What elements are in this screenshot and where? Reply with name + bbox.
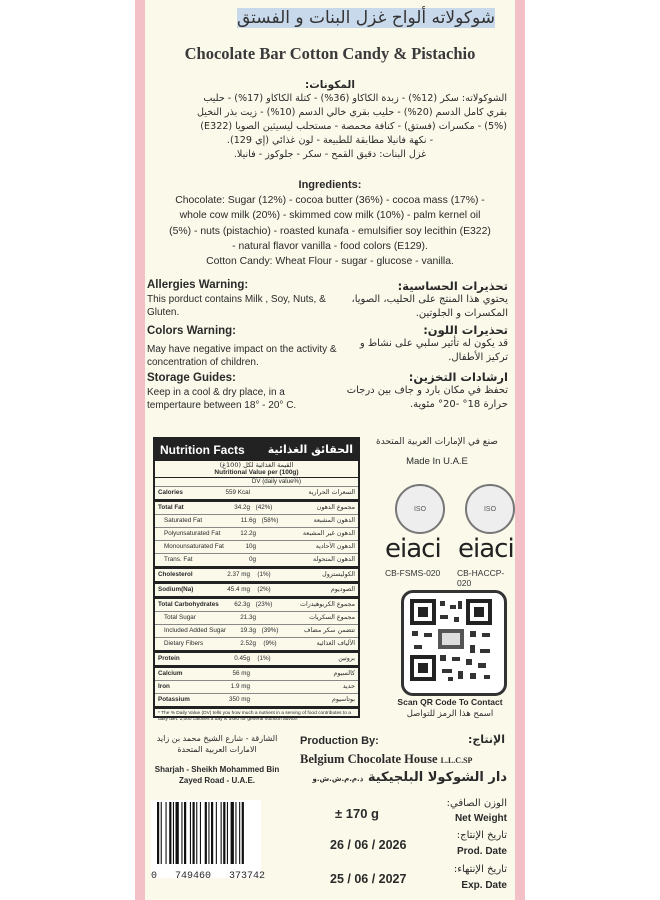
nutrient-dv bbox=[256, 556, 284, 564]
ingredients-en-line: - natural flavor vanilla - food colors (E129). bbox=[232, 240, 428, 252]
nutrient-dv: (39%) bbox=[261, 627, 279, 634]
barcode-bar bbox=[223, 802, 225, 864]
barcode-bar bbox=[166, 802, 167, 864]
production-label: Production By: bbox=[300, 735, 379, 747]
certificate-seal-icon: ISO bbox=[395, 484, 445, 534]
ingredients-arabic bbox=[153, 78, 507, 162]
nutrient-value: 2.52g bbox=[240, 640, 256, 647]
barcode-bar bbox=[211, 802, 213, 864]
ingredients-ar-line: (5%) - مكسرات (فستق) - كنافة محمصة - مستحلب ليسيثين الصويا (E322) bbox=[200, 121, 507, 132]
allergy-heading: Allergies Warning: bbox=[147, 279, 249, 291]
dv-label: DV (daily value%) bbox=[155, 478, 358, 487]
storage-en bbox=[147, 372, 337, 413]
nutrient-name: Saturated Fat bbox=[164, 517, 203, 524]
nutrient-name-ar: حديد bbox=[342, 683, 355, 690]
barcode-bar bbox=[235, 802, 236, 864]
net-weight-ar: الوزن الصافي: bbox=[446, 798, 507, 809]
nutrient-value: 2.37 mg bbox=[227, 571, 250, 578]
nutrient-dv bbox=[250, 683, 278, 691]
nutrition-row bbox=[155, 502, 358, 515]
nutrient-name-ar: الدهون المتحولة bbox=[313, 556, 355, 563]
nutrient-name: Total Sugar bbox=[164, 614, 196, 621]
nutrient-name-ar: الدهون المشبعة bbox=[313, 517, 355, 524]
nutrient-name-ar: كالسيوم bbox=[333, 670, 355, 677]
nutrient-name-ar: الدهون الأحادية bbox=[315, 543, 355, 550]
exp-date-ar: تاريخ الإنتهاء: bbox=[453, 864, 507, 875]
barcode-bar bbox=[216, 802, 217, 864]
nutrient-dv: (58%) bbox=[261, 517, 279, 524]
nutrient-dv: (23%) bbox=[255, 601, 273, 608]
qr-caption-en: Scan QR Code To Contact bbox=[397, 697, 503, 707]
colors-ar bbox=[340, 323, 508, 365]
company-ar bbox=[295, 770, 507, 785]
cert2-code: CB-HACCP-020 bbox=[457, 568, 505, 588]
company-ar-name: دار الشوكولا البلجيكية bbox=[367, 770, 507, 785]
allergy-text: This porduct contains Milk , Soy, Nuts, & Gluten. bbox=[147, 293, 326, 318]
nutrient-value: 11.6g bbox=[240, 517, 256, 524]
nutrition-row bbox=[155, 638, 358, 653]
barcode-bar bbox=[200, 802, 201, 864]
nutrient-value: 559 Kcal bbox=[225, 489, 250, 496]
nutrient-name: Monounsaturated Fat bbox=[164, 543, 224, 550]
nutrient-value: 0.45g bbox=[234, 655, 250, 662]
product-label bbox=[145, 0, 515, 900]
right-pink-border bbox=[515, 0, 525, 900]
barcode-bar bbox=[173, 802, 174, 864]
barcode-bar bbox=[169, 802, 171, 864]
nutrition-row bbox=[155, 515, 358, 528]
nutrition-row bbox=[155, 528, 358, 541]
nutrient-name: Total Carbohydrates bbox=[158, 601, 219, 608]
nutrient-name-ar: السعرات الحرارية bbox=[308, 489, 355, 496]
nutrient-dv: (1%) bbox=[257, 571, 271, 578]
nutrient-name-ar: مجموع الكربوهيدرات bbox=[300, 601, 355, 608]
nutrient-value: 350 mg bbox=[228, 696, 250, 703]
nutrient-name: Cholesterol bbox=[158, 571, 193, 578]
ingredients-en-line: (5%) - nuts (pistachio) - roasted kunafa - emulsifier soy lecithin (E322) bbox=[169, 225, 491, 237]
nutrient-dv: (9%) bbox=[263, 640, 277, 647]
nutrient-value: 12.2g bbox=[240, 530, 256, 537]
nutrition-row bbox=[155, 584, 358, 599]
ingredients-en-heading: Ingredients: bbox=[298, 179, 362, 191]
ingredients-english bbox=[151, 178, 509, 269]
storage-text-ar: تحفظ في مكان بارد و جاف بين درجات حرارة 18° -20° مئوية. bbox=[346, 385, 508, 410]
qr-caption-ar: اسمح هذا الرمز للتواصل bbox=[406, 709, 494, 719]
nutrient-value: 34.2g bbox=[234, 504, 250, 511]
title-arabic: شوكولاته ألواح غزل البنات و الفستق bbox=[237, 8, 495, 28]
barcode-bar bbox=[176, 802, 179, 864]
nutrient-name-ar: الصوديوم bbox=[330, 586, 355, 593]
nutrition-row bbox=[155, 694, 358, 709]
colors-text: May have negative impact on the activity & concentration of children. bbox=[147, 343, 337, 368]
ingredients-en-line: Cotton Candy: Wheat Flour - sugar - glucose - vanilla. bbox=[206, 256, 454, 268]
colors-heading-ar: تحذيرات اللون: bbox=[423, 323, 508, 337]
nutrient-value: 19.3g bbox=[240, 627, 256, 634]
barcode-bar bbox=[190, 802, 191, 864]
storage-heading: Storage Guides: bbox=[147, 372, 236, 384]
ingredients-en-line: whole cow milk (20%) - skimmed cow milk (10%) - palm kernel oil bbox=[179, 210, 481, 222]
allergy-ar bbox=[340, 279, 508, 321]
made-in-ar: صنع في الإمارات العربية المتحدة bbox=[376, 437, 498, 447]
made-in-en: Made In U.A.E bbox=[406, 456, 468, 467]
cert-brand-logo: eiaci bbox=[385, 534, 441, 564]
colors-en bbox=[147, 325, 337, 370]
nutrient-name-ar: مجموع الدهون bbox=[316, 504, 355, 511]
nutrient-name: Sodium(Na) bbox=[158, 586, 194, 593]
barcode-bar bbox=[184, 802, 186, 864]
nutrition-facts-table bbox=[153, 437, 360, 722]
nutrient-name: Included Added Sugar bbox=[164, 627, 226, 634]
nutrient-dv: (1%) bbox=[257, 655, 271, 662]
storage-text: Keep in a cool & dry place, in a tempertaure between 18° - 20° C. bbox=[147, 386, 297, 411]
barcode-bar bbox=[239, 802, 240, 864]
nutrient-value: 0g bbox=[248, 556, 256, 563]
nutrition-row bbox=[155, 487, 358, 502]
nutrient-name-ar: تتضمن سكر مضاف bbox=[303, 627, 355, 634]
nutrient-name: Calories bbox=[158, 489, 183, 496]
net-weight-value: ± 170 g bbox=[335, 806, 379, 821]
barcode-bar bbox=[242, 802, 244, 864]
nutrient-dv bbox=[250, 670, 278, 678]
ingredients-en-line: Chocolate: Sugar (12%) - cocoa butter (36%) - cocoa mass (17%) - bbox=[175, 195, 485, 207]
barcode-bar bbox=[231, 802, 234, 864]
nutrient-value: 10g bbox=[245, 543, 256, 550]
nutrient-dv bbox=[250, 489, 278, 497]
nutrition-row bbox=[155, 569, 358, 584]
prod-date-en: Prod. Date bbox=[456, 846, 507, 857]
barcode-bar bbox=[161, 802, 162, 864]
nutrient-dv bbox=[256, 614, 284, 622]
nutrient-value: 1.9 mg bbox=[230, 683, 250, 690]
nutrition-title-ar: الحقائق الغذائية bbox=[267, 443, 353, 456]
nutrition-row bbox=[155, 599, 358, 612]
nutrition-row bbox=[155, 681, 358, 694]
nutrition-subtitle bbox=[155, 461, 358, 478]
nutrition-row bbox=[155, 653, 358, 668]
company-en bbox=[300, 752, 472, 767]
nutrient-value: 56 mg bbox=[232, 670, 250, 677]
certificate-seal-icon: ISO bbox=[465, 484, 515, 534]
barcode-bar bbox=[208, 802, 209, 864]
barcode-icon bbox=[151, 800, 266, 882]
storage-heading-ar: ارشادات التخزين: bbox=[408, 370, 508, 384]
nutrient-name: Polyunsaturated Fat bbox=[164, 530, 221, 537]
barcode-bar bbox=[227, 802, 228, 864]
nutrient-value: 45.4 mg bbox=[227, 586, 250, 593]
nutrition-row bbox=[155, 612, 358, 625]
address-ar: الشارقة - شارع الشيخ محمد بن زايد الامارات العربية المتحدة bbox=[156, 734, 278, 754]
barcode-number: 0 749460 373742 bbox=[151, 871, 266, 882]
nutrition-sub-en: Nutritional Value per (100g) bbox=[214, 469, 299, 476]
left-margin bbox=[0, 0, 135, 900]
address-en: Sharjah - Sheikh Mohammed Bin Zayed Road - U.A.E. bbox=[154, 765, 280, 785]
ingredients-ar-line: - نكهة فانيلا مطابقة للطبيعة - لون غذائي (إي 129). bbox=[226, 135, 434, 146]
nutrition-row bbox=[155, 625, 358, 638]
nutrient-name-ar: الألياف الغذائية bbox=[316, 640, 355, 647]
prod-date-ar: تاريخ الإنتاج: bbox=[456, 830, 507, 841]
colors-heading: Colors Warning: bbox=[147, 325, 237, 337]
nutrition-footnote: * The % Daily Value (DV) tells you how much a nutrient in a serving of food contributes to a daily diet. 2,000 calories a day is used for general nutrition advice. bbox=[158, 711, 351, 722]
qr-code-icon[interactable] bbox=[401, 590, 507, 696]
nutrient-name: Calcium bbox=[158, 670, 183, 677]
storage-ar bbox=[340, 370, 508, 412]
ingredients-ar-line: الشوكولاته: سكر (12%) - زبدة الكاكاو (36%) - كتلة الكاكاو (17%) - حليب bbox=[203, 93, 507, 104]
cert-brand-logo: eiaci bbox=[458, 534, 514, 564]
barcode-bar bbox=[196, 802, 197, 864]
nutrient-value: 21.3g bbox=[240, 614, 256, 621]
nutrition-sub-ar: القيمة الغذائية لكل (100غ) bbox=[219, 461, 294, 469]
barcode-bar bbox=[205, 802, 207, 864]
nutrition-rows bbox=[155, 487, 358, 709]
nutrient-dv bbox=[256, 530, 284, 538]
net-weight-en: Net Weight bbox=[454, 813, 507, 824]
colors-text-ar: قد يكون له تأثير سلبي على نشاط و تركيز الأطفال. bbox=[359, 338, 508, 363]
nutrient-name: Protein bbox=[158, 655, 180, 662]
ingredients-ar-line: غزل البنات: دقيق القمح - سكر - جلوكوز - فانيلا. bbox=[233, 149, 427, 160]
nutrient-name: Dietary Fibers bbox=[164, 640, 204, 647]
cert1-code: CB-FSMS-020 bbox=[385, 568, 441, 578]
company-en-name: Belgium Chocolate House bbox=[300, 752, 438, 766]
nutrient-name-ar: الكوليسترول bbox=[322, 571, 355, 578]
barcode-bar bbox=[221, 802, 222, 864]
exp-date-en: Exp. Date bbox=[461, 880, 507, 891]
prod-date-value: 26 / 06 / 2026 bbox=[330, 838, 407, 852]
nutrient-name-ar: بوتاسيوم bbox=[331, 696, 355, 703]
company-en-suffix: L.L.C.SP bbox=[440, 756, 473, 765]
exp-date-value: 25 / 06 / 2027 bbox=[330, 872, 407, 886]
title-english: Chocolate Bar Cotton Candy & Pistachio bbox=[184, 44, 476, 63]
nutrition-row bbox=[155, 554, 358, 569]
left-pink-border bbox=[135, 0, 145, 900]
nutrition-row bbox=[155, 668, 358, 681]
nutrient-name: Iron bbox=[158, 683, 170, 690]
ingredients-ar-line: بقري كامل الدسم (20%) - حليب بقري خالي الدسم (10%) - زيت بذر النخيل bbox=[197, 107, 507, 118]
allergy-text-ar: يحتوي هذا المنتج على الحليب، الصويا، المكسرات و الجلوتين. bbox=[351, 294, 508, 319]
nutrient-name-ar: الدهون غير المشبعة bbox=[302, 530, 355, 537]
nutrient-name-ar: بروتين bbox=[338, 655, 355, 662]
company-ar-suffix: ذ.م.م.ش.ش.و bbox=[312, 775, 364, 783]
nutrient-dv bbox=[250, 696, 278, 704]
nutrient-dv: (42%) bbox=[255, 504, 273, 511]
nutrition-header bbox=[155, 439, 358, 461]
nutrient-name-ar: مجموع السكريات bbox=[309, 614, 355, 621]
barcode-bar bbox=[193, 802, 195, 864]
nutrition-title-en: Nutrition Facts bbox=[160, 443, 245, 457]
ingredients-ar-heading: المكونات: bbox=[305, 79, 355, 91]
nutrient-name: Total Fat bbox=[158, 504, 184, 511]
nutrient-dv bbox=[256, 543, 284, 551]
nutrient-name: Potassium bbox=[158, 696, 190, 703]
nutrition-row bbox=[155, 541, 358, 554]
barcode-bar bbox=[181, 802, 182, 864]
barcode-bar bbox=[157, 802, 159, 864]
allergy-en bbox=[147, 279, 337, 320]
production-label-ar: الإنتاج: bbox=[467, 733, 505, 746]
allergy-heading-ar: تحذيرات الحساسية: bbox=[397, 279, 508, 293]
nutrient-dv: (2%) bbox=[257, 586, 271, 593]
nutrient-value: 62.3g bbox=[234, 601, 250, 608]
nutrient-name: Trans. Fat bbox=[164, 556, 193, 563]
